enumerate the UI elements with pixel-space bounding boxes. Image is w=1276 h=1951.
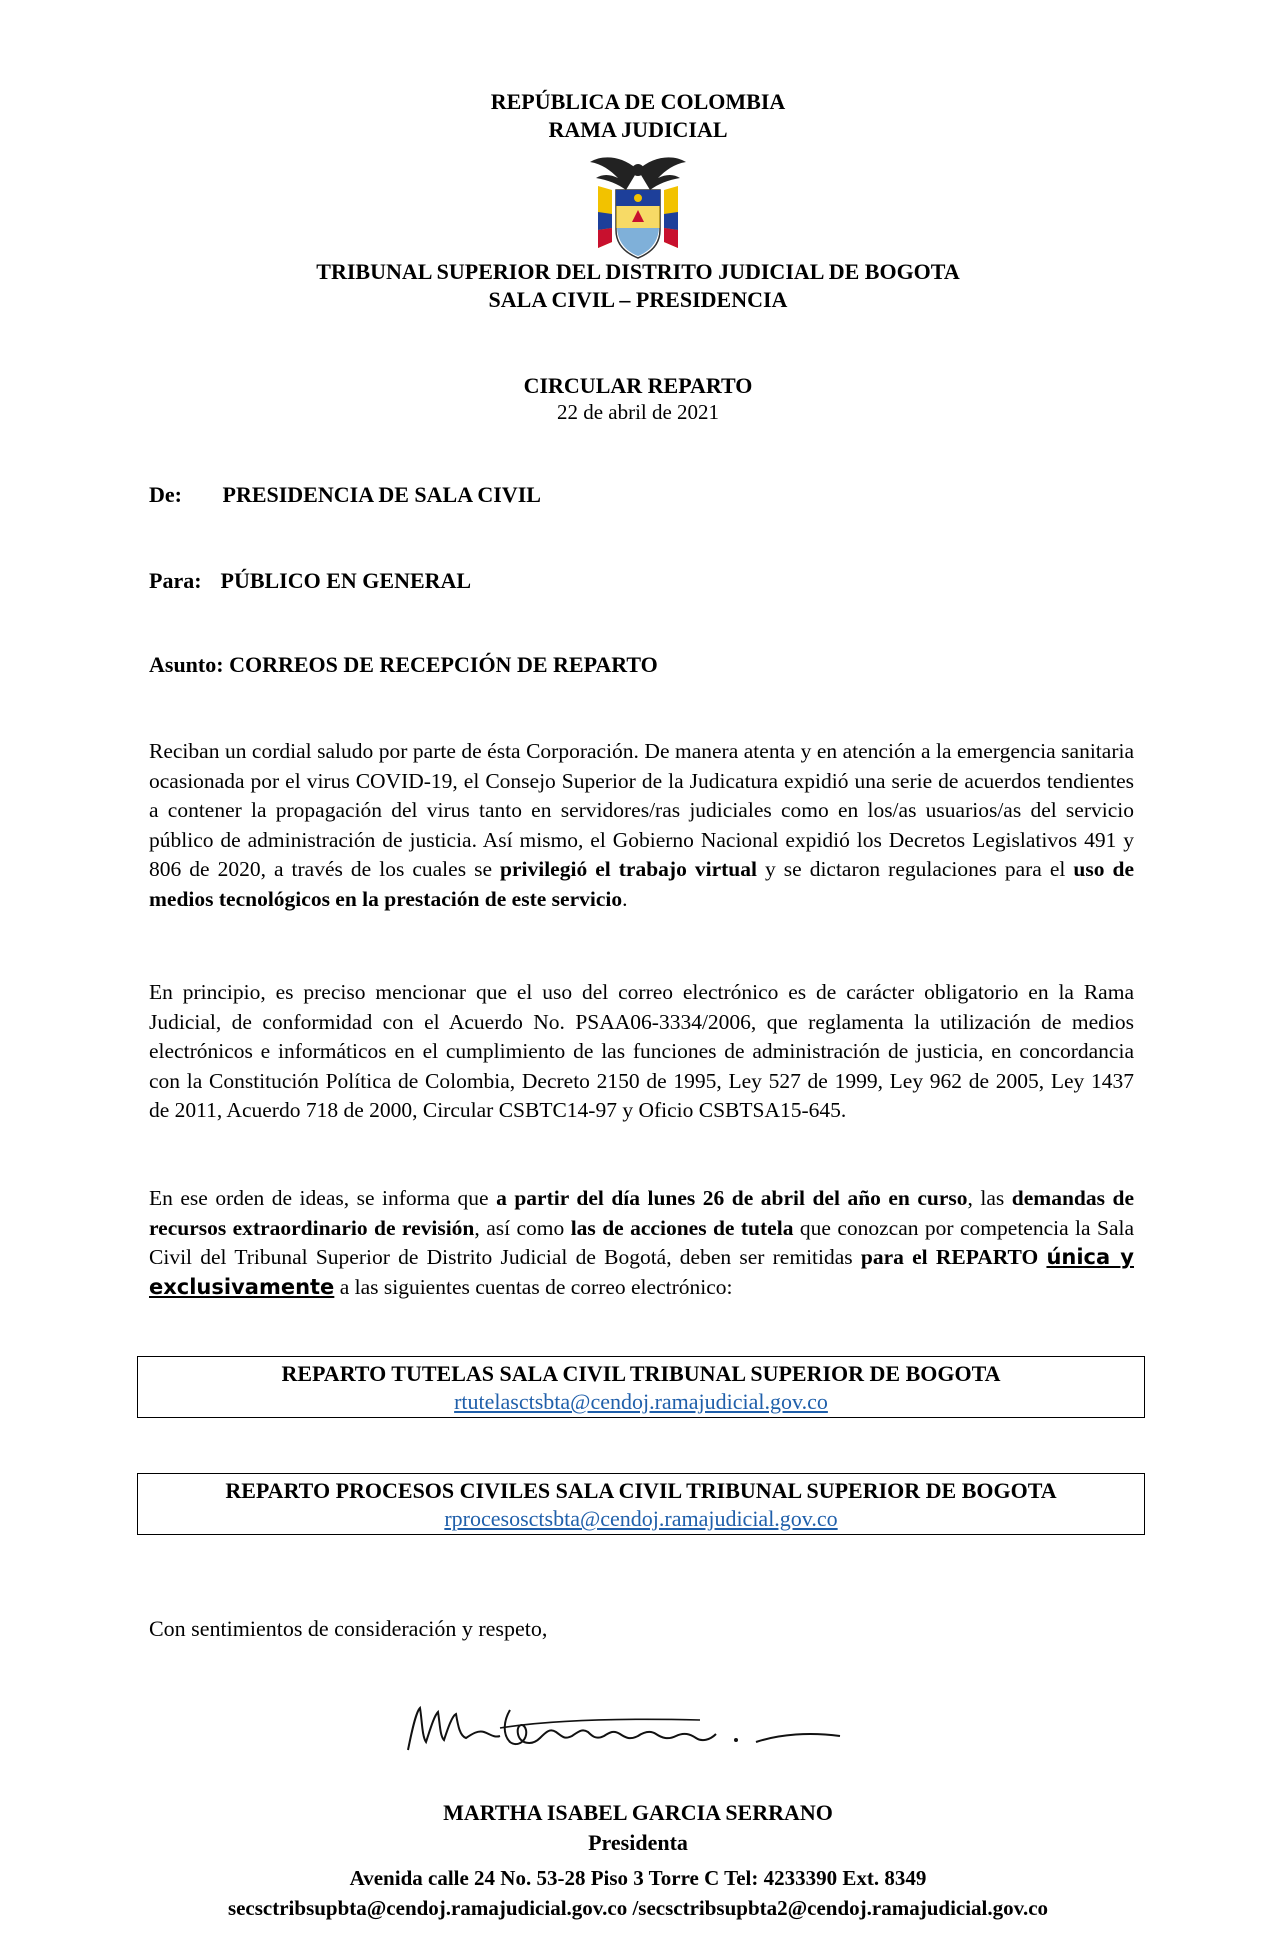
from-value: PRESIDENCIA DE SALA CIVIL (222, 482, 541, 507)
p3-bold-date: a partir del día lunes 26 de abril del año en curso (496, 1186, 968, 1210)
p1-bold-2: uso de medios tecnológicos en la prestación de este servicio (149, 857, 1134, 911)
box-title: REPARTO PROCESOS CIVILES SALA CIVIL TRIBUNAL SUPERIOR DE BOGOTA (225, 1478, 1057, 1503)
p3-text-4: que conozcan por competencia la Sala Civil del Tribunal Superior de Distrito Judicial de Bogotá, deben ser remitidas (149, 1215, 1135, 1269)
email-link[interactable]: rtutelasctsbta@cendoj.ramajudicial.gov.co (454, 1389, 828, 1414)
footer-emails: secsctribsupbta@cendoj.ramajudicial.gov.co /secsctribsupbta2@cendoj.ramajudicial.gov.co (227, 1896, 1049, 1920)
email-box-procesos (137, 1473, 1145, 1535)
subject-label: Asunto: (149, 652, 224, 677)
meta-from (149, 482, 541, 508)
p3-bold-revision: demandas de recursos extraordinario de revisión (149, 1186, 1134, 1240)
p1-end: . (622, 886, 628, 911)
paragraph-3 (149, 1184, 1134, 1302)
email-link[interactable]: rprocesosctsbta@cendoj.ramajudicial.gov.co (444, 1506, 838, 1531)
p3-text-2: , las (967, 1186, 1012, 1210)
p3-text-3: , así como (474, 1215, 571, 1240)
to-label: Para: (149, 568, 202, 593)
p1-text-2: y se dictaron regulaciones para el (756, 857, 1074, 881)
header-country: REPÚBLICA DE COLOMBIA (490, 89, 786, 114)
header-branch: RAMA JUDICIAL (548, 117, 728, 142)
coat-of-arms-icon (588, 152, 688, 264)
meta-to (149, 568, 471, 594)
header-tribunal: TRIBUNAL SUPERIOR DEL DISTRITO JUDICIAL DE BOGOTA (316, 259, 960, 284)
p3-text: En ese orden de ideas, se informa que (149, 1186, 497, 1210)
p3-bold-reparto: para el REPARTO (860, 1245, 1039, 1269)
paragraph-1 (149, 737, 1134, 914)
footer-address: Avenida calle 24 No. 53-28 Piso 3 Torre C Tel: 4233390 Ext. 8349 (349, 1866, 927, 1890)
p3-text-5: a las siguientes cuentas de correo electrónico: (334, 1274, 733, 1299)
signer-name: MARTHA ISABEL GARCIA SERRANO (443, 1800, 833, 1825)
from-label: De: (149, 482, 182, 507)
closing-line: Con sentimientos de consideración y respeto, (149, 1616, 548, 1641)
document-date: 22 de abril de 2021 (556, 400, 720, 424)
email-box-tutelas (137, 1356, 1145, 1418)
to-value: PÚBLICO EN GENERAL (220, 568, 472, 593)
subject-value: CORREOS DE RECEPCIÓN DE REPARTO (229, 652, 658, 677)
box-title: REPARTO TUTELAS SALA CIVIL TRIBUNAL SUPERIOR DE BOGOTA (281, 1361, 1001, 1386)
meta-subject (149, 652, 658, 678)
p1-bold-1: privilegió el trabajo virtual (500, 857, 757, 881)
p1-text: Reciban un cordial saludo por parte de ésta Corporación. De manera atenta y en atención a la emergencia sanitaria ocasionada por el virus COVID-19, el Consejo Superior de la Judicatura expidió una serie de acuerdos tendientes a contener la propagación del virus tanto en servidores/ras judiciales como en los/as usuarios/as del servicio público de administración de justicia. Así mismo, el Gobierno Nacional expidió los Decretos Legislativos 491 y 806 de 2020, a través de los cuales se (149, 739, 1134, 881)
signer-role: Presidenta (588, 1830, 688, 1855)
document-title: CIRCULAR REPARTO (523, 373, 753, 398)
header-sala: SALA CIVIL – PRESIDENCIA (488, 287, 788, 312)
handwritten-signature (400, 1690, 880, 1770)
paragraph-2: En principio, es preciso mencionar que el uso del correo electrónico es de carácter obligatorio en la Rama Judicial, de conformidad con el Acuerdo No. PSAA06-3334/2006, que reglamenta la utilización de medios electrónicos e informáticos en el cumplimiento de las funciones de administración de justicia, en concordancia con la Constitución Política de Colombia, Decreto 2150 de 1995, Ley 527 de 1999, Ley 962 de 2005, Ley 1437 de 2011, Acuerdo 718 de 2000, Circular CSBTC14-97 y Oficio CSBTSA15-645. (149, 980, 1134, 1122)
p3-bold-tutela: las de acciones de tutela (570, 1215, 794, 1240)
p3-underline-exclusive: única y exclusivamente (149, 1245, 1134, 1299)
